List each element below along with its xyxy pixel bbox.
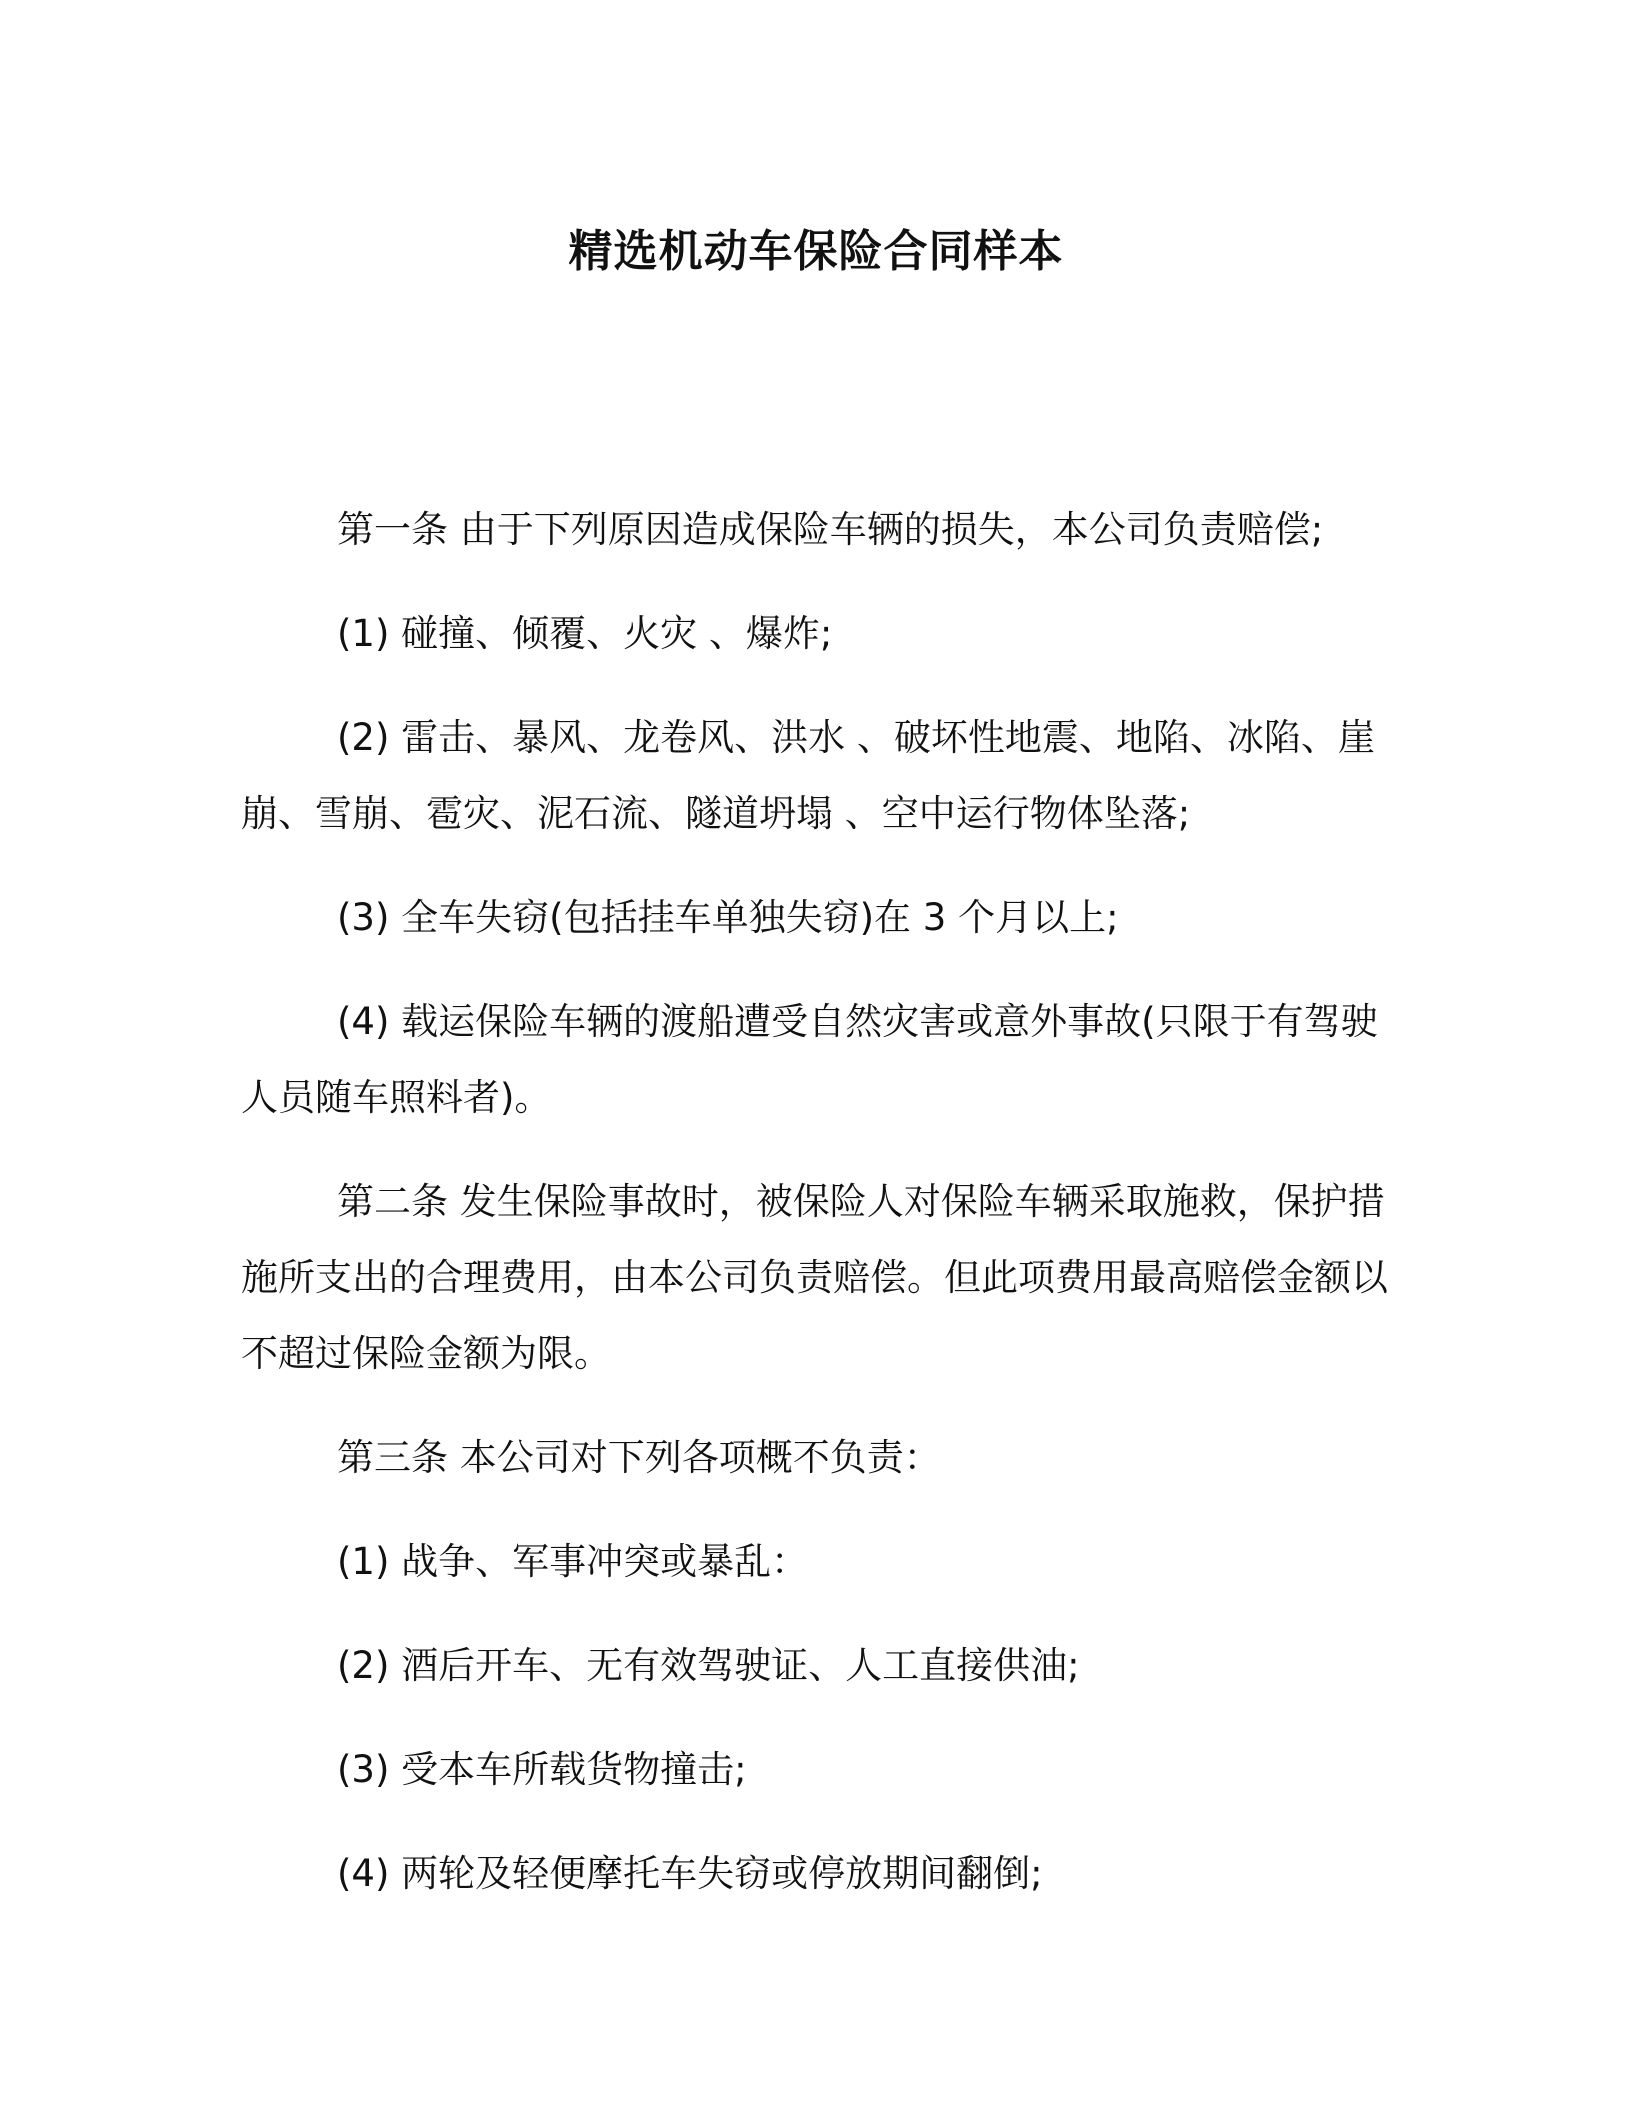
article-3-item-1: (1) 战争、军事冲突或暴乱： bbox=[337, 1540, 809, 1583]
article-3-item-2: (2) 酒后开车、无有效驾驶证、人工直接供油; bbox=[337, 1644, 1080, 1687]
article-3-item-3: (3) 受本车所载货物撞击; bbox=[337, 1748, 747, 1791]
document-body bbox=[241, 492, 1391, 1940]
article-3-item-4: (4) 两轮及轻便摩托车失窃或停放期间翻倒; bbox=[337, 1852, 1043, 1895]
article-1-item-4: (4) 载运保险车辆的渡船遭受自然灾害或意外事故(只限于有驾驶人员随车照料者)。 bbox=[241, 1000, 1378, 1119]
article-1: 第一条 由于下列原因造成保险车辆的损失，本公司负责赔偿; bbox=[337, 508, 1324, 551]
article-2: 第二条 发生保险事故时，被保险人对保险车辆采取施救，保护措施所支出的合理费用，由本公司负责赔偿。但此项费用最高赔偿金额以不超过保险金额为限。 bbox=[241, 1180, 1388, 1375]
document-title: 精选机动车保险合同样本 bbox=[568, 226, 1064, 277]
article-1-item-3: (3) 全车失窃(包括挂车单独失窃)在 3 个月以上; bbox=[337, 896, 1119, 939]
article-3: 第三条 本公司对下列各项概不负责： bbox=[337, 1436, 941, 1479]
article-1-item-2: (2) 雷击、暴风、龙卷风、洪水 、破坏性地震、地陷、冰陷、崖崩、雪崩、雹灾、泥石流、隧道坍塌 、空中运行物体坠落; bbox=[241, 716, 1375, 835]
article-1-item-1: (1) 碰撞、倾覆、火灾 、爆炸; bbox=[337, 612, 833, 655]
